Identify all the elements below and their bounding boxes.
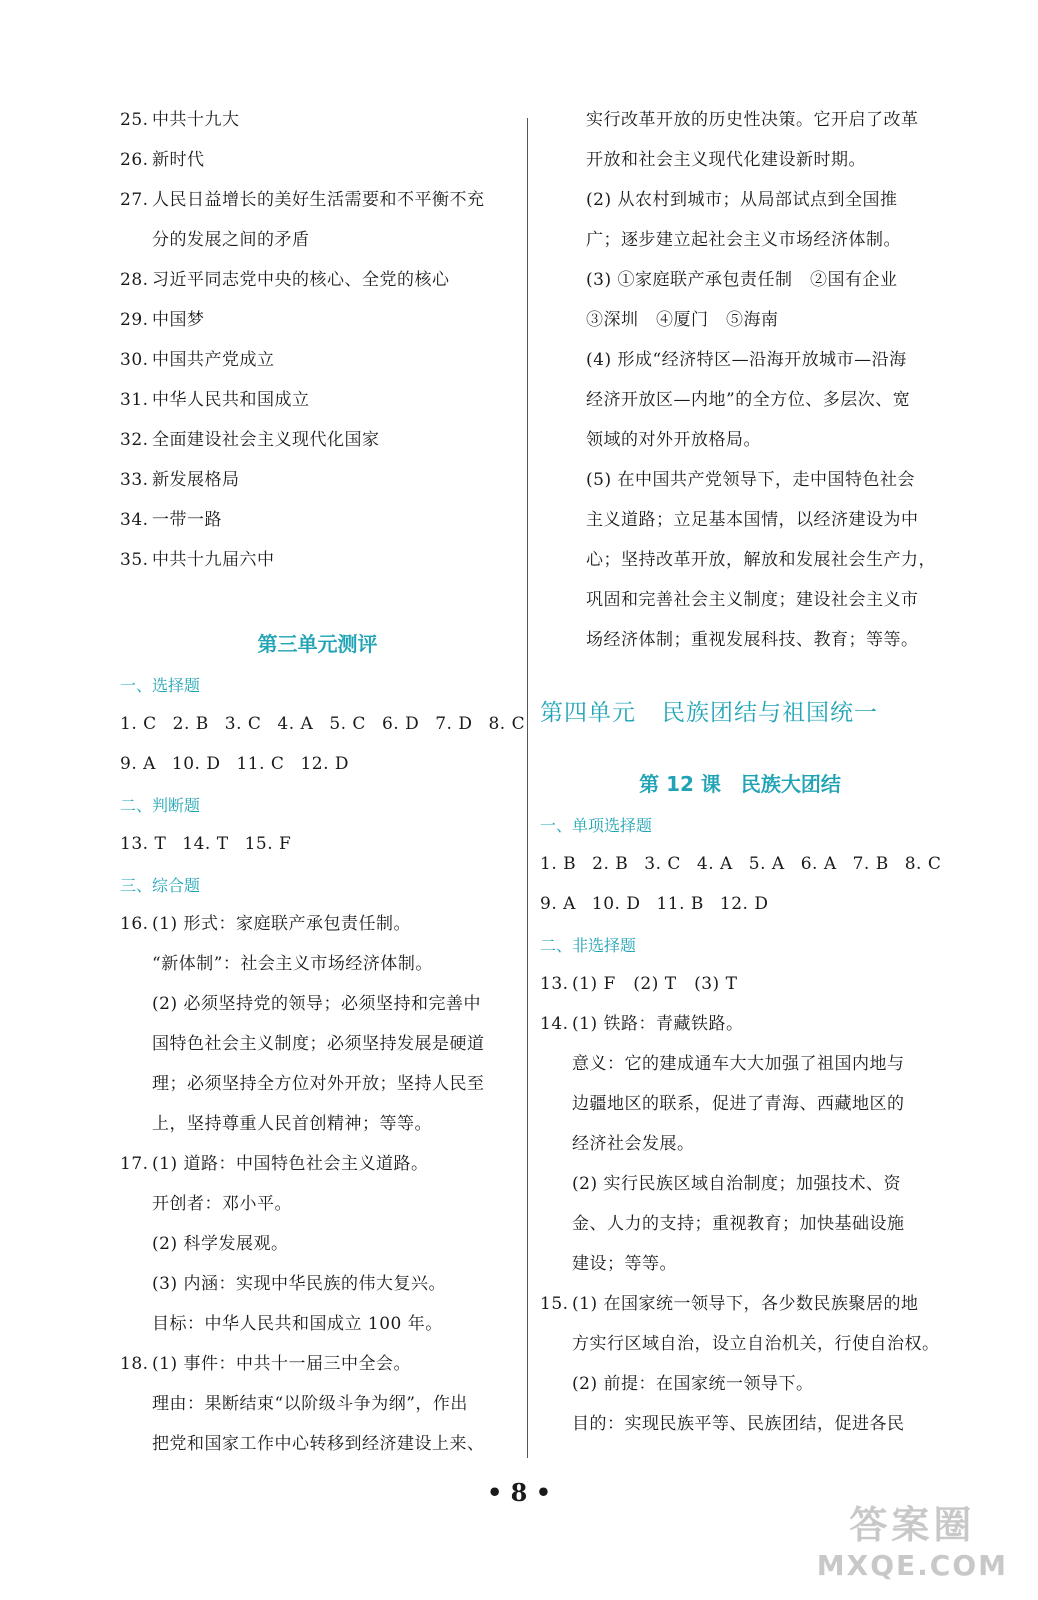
answer-list-top [120, 100, 515, 580]
answer-line [120, 220, 515, 260]
item-number: 27. [120, 190, 149, 210]
subsection-title: 一、单项选择题 [540, 815, 653, 835]
choice-answer: 4. A [696, 854, 733, 874]
answer-line [120, 1144, 515, 1184]
item-text: 金、人力的支持；重视教育；加快基础设施 [572, 1214, 905, 1234]
choice-answer: 9. A [540, 894, 576, 914]
item-text: 目标：中华人民共和国成立 100 年。 [152, 1314, 443, 1334]
question-16 [120, 904, 515, 1144]
answer-line [120, 944, 515, 984]
subsection-title: 二、非选择题 [540, 935, 637, 955]
item-text: 一带一路 [152, 510, 222, 530]
item-number: 29. [120, 310, 149, 330]
item-number: 14. [540, 1014, 569, 1034]
answer-line [540, 100, 940, 140]
item-text: 广；逐步建立起社会主义市场经济体制。 [586, 230, 901, 250]
answer-line [120, 340, 515, 380]
choice-answer: 6. D [381, 714, 420, 734]
choice-answer: 3. C [644, 854, 681, 874]
item-text: ③深圳 ④厦门 ⑤海南 [586, 310, 779, 330]
item-number: 35. [120, 550, 149, 570]
item-number: 28. [120, 270, 149, 290]
item-text: (4) 形成“经济特区—沿海开放城市—沿海 [586, 350, 907, 370]
item-number: 17. [120, 1154, 149, 1174]
answer-line [540, 1004, 940, 1044]
item-text: 心；坚持改革开放，解放和发展社会生产力， [586, 550, 936, 570]
item-number: 25. [120, 110, 149, 130]
choice-answer: 7. B [852, 854, 889, 874]
unit-title [540, 680, 940, 740]
item-text: 中华人民共和国成立 [152, 390, 310, 410]
choice-answer: 3. C [224, 714, 262, 734]
answer-line [540, 1204, 940, 1244]
answer-line [540, 964, 940, 1004]
item-text: 理；必须坚持全方位对外开放；坚持人民至 [152, 1074, 485, 1094]
item-text: (1) 铁路：青藏铁路。 [572, 1014, 744, 1034]
item-text: 实行改革开放的历史性决策。它开启了改革 [586, 110, 919, 130]
item-text: 中国共产党成立 [152, 350, 275, 370]
item-text: (1) 形式：家庭联产承包责任制。 [152, 914, 411, 934]
subsection-title: 三、综合题 [120, 875, 201, 895]
item-number: 34. [120, 510, 149, 530]
item-number: 30. [120, 350, 149, 370]
choice-answer: 8. C [904, 854, 942, 874]
item-text: 领域的对外开放格局。 [586, 430, 761, 450]
answer-line [120, 540, 515, 580]
choice-answer: 11. B [656, 894, 704, 914]
item-text: 意义：它的建成通车大大加强了祖国内地与 [572, 1054, 905, 1074]
item-number: 18. [120, 1354, 149, 1374]
judgment-answer: 15. F [244, 834, 292, 854]
item-text: (2) 实行民族区域自治制度；加强技术、资 [572, 1174, 901, 1194]
item-text: 新时代 [152, 150, 205, 170]
choice-answer: 6. A [800, 854, 837, 874]
question-18-continued [540, 100, 940, 660]
answer-line [540, 620, 940, 660]
watermark-text: 答案圈 [849, 1503, 976, 1547]
choice-answer: 8. C [488, 714, 526, 734]
item-text: (5) 在中国共产党领导下，走中国特色社会 [586, 470, 915, 490]
answer-line [540, 140, 940, 180]
item-text: (2) 必须坚持党的领导；必须坚持和完善中 [152, 994, 481, 1014]
item-number: 13. [540, 974, 569, 994]
spacer [540, 660, 940, 680]
judgment-answers-row [120, 824, 515, 864]
answer-line [540, 1364, 940, 1404]
item-text: 新发展格局 [152, 470, 240, 490]
answer-line [120, 1424, 515, 1464]
unit-name: 民族团结与祖国统一 [662, 699, 878, 726]
item-text: 人民日益增长的美好生活需要和不平衡不充 [152, 190, 485, 210]
item-text: 开创者：邓小平。 [152, 1194, 292, 1214]
lesson-title: 第 12 课 民族大团结 [639, 771, 841, 796]
item-text: (3) ①家庭联产承包责任制 ②国有企业 [586, 270, 898, 290]
answer-line [120, 1224, 515, 1264]
choice-answer: 2. B [172, 714, 209, 734]
item-text: 中国梦 [152, 310, 205, 330]
unit-number: 第四单元 [540, 699, 636, 726]
answer-line [540, 1404, 940, 1444]
answer-line [540, 180, 940, 220]
choice-answer: 1. B [540, 854, 577, 874]
answer-line [120, 420, 515, 460]
choice-answer: 1. C [120, 714, 157, 734]
item-text: 方实行区域自治，设立自治机关，行使自治权。 [572, 1334, 940, 1354]
answer-line [120, 380, 515, 420]
item-number: 33. [120, 470, 149, 490]
choice-answers-row [120, 744, 515, 784]
choice-answer: 5. C [329, 714, 366, 734]
choice-answer: 2. B [592, 854, 629, 874]
choice-answer: 10. D [591, 894, 641, 914]
answer-line [540, 460, 940, 500]
answer-line [540, 1244, 940, 1284]
answer-line [540, 260, 940, 300]
answer-line [540, 420, 940, 460]
question-14 [540, 1004, 940, 1284]
item-text: (1) 在国家统一领导下，各少数民族聚居的地 [572, 1294, 919, 1314]
question-18 [120, 1344, 515, 1464]
item-text: 开放和社会主义现代化建设新时期。 [586, 150, 866, 170]
spacer [540, 740, 940, 760]
answer-line [120, 1024, 515, 1064]
answer-line [540, 580, 940, 620]
answer-line [540, 300, 940, 340]
subsection-title: 一、选择题 [120, 675, 201, 695]
item-text: (1) 道路：中国特色社会主义道路。 [152, 1154, 429, 1174]
answer-line [120, 500, 515, 540]
answer-line [120, 180, 515, 220]
item-text: 主义道路；立足基本国情，以经济建设为中 [586, 510, 919, 530]
page-number: • 8 • [486, 1478, 552, 1507]
item-number: 32. [120, 430, 149, 450]
item-text: 目的：实现民族平等、民族团结，促进各民 [572, 1414, 905, 1434]
item-text: (2) 前提：在国家统一领导下。 [572, 1374, 814, 1394]
item-text: 经济开放区—内地”的全方位、多层次、宽 [586, 390, 911, 410]
choice-answer: 9. A [120, 754, 156, 774]
item-text: (1) F (2) T (3) T [572, 974, 738, 994]
column-divider [527, 118, 528, 1458]
choice-answers-row [540, 884, 940, 924]
item-text: (3) 内涵：实现中华民族的伟大复兴。 [152, 1274, 446, 1294]
item-text: 边疆地区的联系，促进了青海、西藏地区的 [572, 1094, 905, 1114]
answer-line [540, 1084, 940, 1124]
spacer [120, 580, 515, 620]
choice-answers-row [120, 704, 526, 744]
section-title: 第三单元测评 [257, 631, 378, 656]
item-text: 理由：果断结束“以阶级斗争为纲”，作出 [152, 1394, 468, 1414]
answer-line [120, 1264, 515, 1304]
choice-answer: 7. D [435, 714, 473, 734]
choice-answer: 5. A [748, 854, 785, 874]
item-text: (2) 科学发展观。 [152, 1234, 289, 1254]
answer-line [120, 1344, 515, 1384]
item-number: 16. [120, 914, 149, 934]
item-number: 26. [120, 150, 149, 170]
answer-line [120, 260, 515, 300]
answer-line [540, 380, 940, 420]
answer-line [120, 1384, 515, 1424]
answer-line [120, 1064, 515, 1104]
item-text: 上，坚持尊重人民首创精神；等等。 [152, 1114, 432, 1134]
choice-answer: 10. D [171, 754, 221, 774]
judgment-answer: 13. T [120, 834, 167, 854]
choice-answers-row [540, 844, 940, 884]
judgment-answer: 14. T [182, 834, 229, 854]
answer-line [540, 540, 940, 580]
answer-line [540, 340, 940, 380]
item-text: 分的发展之间的矛盾 [152, 230, 310, 250]
item-text: 国特色社会主义制度；必须坚持发展是硬道 [152, 1034, 485, 1054]
item-text: 经济社会发展。 [572, 1134, 695, 1154]
answer-line [540, 1284, 940, 1324]
answer-line [540, 500, 940, 540]
question-15 [540, 1284, 940, 1444]
answer-line [120, 140, 515, 180]
answer-line [120, 1184, 515, 1224]
answer-line [120, 300, 515, 340]
answer-line [120, 1304, 515, 1344]
item-text: 建设；等等。 [572, 1254, 677, 1274]
answer-line [120, 460, 515, 500]
answer-line [120, 1104, 515, 1144]
choice-answer: 4. A [277, 714, 314, 734]
choice-answer: 12. D [719, 894, 769, 914]
item-text: 场经济体制；重视发展科技、教育；等等。 [586, 630, 919, 650]
item-text: 全面建设社会主义现代化国家 [152, 430, 380, 450]
answer-line [540, 220, 940, 260]
answer-line [540, 1044, 940, 1084]
item-text: “新体制”：社会主义市场经济体制。 [152, 954, 433, 974]
question-17 [120, 1144, 515, 1344]
item-number: 15. [540, 1294, 569, 1314]
left-column [120, 100, 526, 1464]
choice-answer: 11. C [236, 754, 285, 774]
item-text: (2) 从农村到城市；从局部试点到全国推 [586, 190, 898, 210]
watermark-logo [817, 1494, 1008, 1582]
item-number: 31. [120, 390, 149, 410]
choice-answer: 12. D [300, 754, 350, 774]
answer-line [540, 1324, 940, 1364]
item-text: 习近平同志党中央的核心、全党的核心 [152, 270, 450, 290]
answer-line [120, 984, 515, 1024]
answer-line [120, 100, 515, 140]
subsection-title: 二、判断题 [120, 795, 201, 815]
answer-line [120, 904, 515, 944]
item-text: 巩固和完善社会主义制度；建设社会主义市 [586, 590, 919, 610]
item-text: 把党和国家工作中心转移到经济建设上来、 [152, 1434, 485, 1454]
item-text: 中共十九届六中 [152, 550, 275, 570]
right-column [540, 100, 940, 1444]
item-text: 中共十九大 [152, 110, 240, 130]
answer-line [540, 1124, 940, 1164]
answer-line [540, 1164, 940, 1204]
item-text: (1) 事件：中共十一届三中全会。 [152, 1354, 411, 1374]
watermark-url: MXQE.COM [816, 1549, 1008, 1582]
